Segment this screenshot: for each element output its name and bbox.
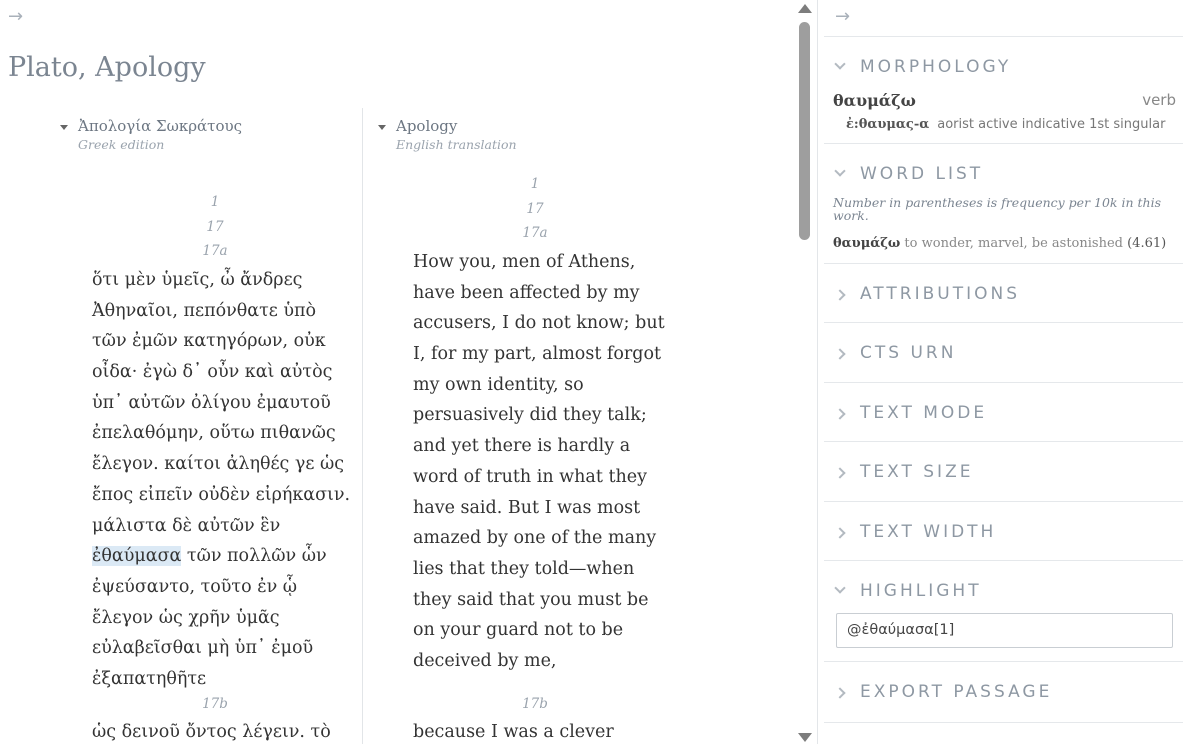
text-line: because I was a clever <box>413 722 614 742</box>
widget-text-width[interactable] <box>824 501 1183 561</box>
scroll-up-icon[interactable] <box>798 4 812 13</box>
text-line: ἔλεγον. καίτοι ἀληθές γε ὡς <box>92 454 345 475</box>
passage-ref[interactable]: 17a <box>522 225 548 241</box>
chevron-down-icon[interactable] <box>834 165 845 176</box>
main-scrollbar[interactable] <box>796 0 814 744</box>
passage-ref[interactable]: 17b <box>522 696 548 712</box>
text-line: μάλιστα δὲ αὐτῶν ἓν <box>92 515 281 536</box>
page-title: Plato, Apology <box>8 52 206 83</box>
version-title[interactable]: Ἀπολογία Σωκράτους <box>78 117 243 135</box>
highlight-input[interactable]: @ἐθαύμασα[1] <box>836 613 1173 648</box>
text-span: τῶν πολλῶν ὧν <box>181 546 327 567</box>
widget-header-cts-urn[interactable] <box>824 343 1183 367</box>
morph-parse-text: aorist active indicative 1st singular <box>937 117 1166 132</box>
widget-title[interactable]: TEXT SIZE <box>860 462 974 482</box>
text-line: ἐξαπατηθῆτε <box>92 668 207 689</box>
passage-ref[interactable]: 17 <box>526 201 544 217</box>
text-line: accusers, I do not know; but <box>413 313 665 334</box>
widget-title[interactable]: CTS URN <box>860 343 957 363</box>
sidebar <box>817 0 1183 744</box>
widget-text-mode[interactable] <box>824 382 1183 442</box>
version-subtitle: Greek edition <box>78 137 165 152</box>
arrow-right-icon[interactable]: → <box>8 6 24 27</box>
word-list-note: Number in parentheses is frequency per 10k in this work. <box>833 195 1161 223</box>
widget-title[interactable]: HIGHLIGHT <box>860 581 982 601</box>
passage-ref[interactable]: 1 <box>210 194 220 210</box>
chevron-right-icon[interactable] <box>834 408 845 419</box>
passage-ref[interactable]: 1 <box>530 176 540 192</box>
text-line: have been affected by my <box>413 282 640 303</box>
chevron-down-icon[interactable] <box>834 582 845 593</box>
text-line: ἔπος εἰπεῖν οὐδὲν εἰρήκασιν. <box>92 484 351 505</box>
caret-down-icon[interactable] <box>60 125 68 130</box>
widget-text-size[interactable] <box>824 441 1183 501</box>
widget-highlight <box>824 560 1183 662</box>
widget-title[interactable]: ATTRIBUTIONS <box>860 284 1020 304</box>
version-subtitle: English translation <box>396 137 517 152</box>
passage-ref[interactable]: 17b <box>202 696 228 712</box>
morph-stem: ἐ:θαυμας-α <box>846 117 930 132</box>
widget-morphology <box>824 36 1183 144</box>
text-line: persuasively did they talk; <box>413 405 647 426</box>
widget-title[interactable]: TEXT MODE <box>860 403 988 423</box>
version-title[interactable]: Apology <box>396 117 458 135</box>
widget-header-highlight[interactable] <box>824 581 1183 605</box>
morph-pos: verb <box>1142 91 1176 109</box>
widget-export-passage[interactable] <box>824 661 1183 723</box>
scroll-thumb[interactable] <box>799 22 810 240</box>
widget-header-morphology[interactable] <box>824 57 1183 81</box>
text-line: οἶδα· ἐγὼ δ᾽ οὖν καὶ αὐτὸς <box>92 362 333 383</box>
widget-word-list <box>824 143 1183 264</box>
text-line: εὐλαβεῖσθαι μὴ ὑπ᾽ ἐμοῦ <box>92 638 314 659</box>
widget-header-word-list[interactable] <box>824 164 1183 188</box>
widget-header-text-width[interactable] <box>824 522 1183 546</box>
english-text <box>413 247 665 677</box>
widget-title[interactable]: WORD LIST <box>860 164 984 184</box>
text-line: I, for my part, almost forgot <box>413 344 662 365</box>
text-line: ἐπελαθόμην, οὕτω πιθανῶς <box>92 423 336 444</box>
chevron-right-icon[interactable] <box>834 527 845 538</box>
arrow-right-icon[interactable]: → <box>835 6 851 27</box>
widget-header-text-mode[interactable] <box>824 403 1183 427</box>
highlighted-word[interactable]: ἐθαύμασα <box>92 546 182 567</box>
text-line: have said. But I was most <box>413 497 641 518</box>
text-line <box>92 541 350 572</box>
text-line: τῶν ἐμῶν κατηγόρων, οὐκ <box>92 331 326 352</box>
text-line: ὅτι μὲν ὑμεῖς, ὦ ἄνδρες <box>92 270 303 290</box>
text-line: ἔλεγον ὡς χρῆν ὑμᾶς <box>92 607 280 628</box>
text-line: Ἀθηναῖοι, πεπόνθατε ὑπὸ <box>92 300 317 321</box>
text-line: on your guard not to be <box>413 620 624 641</box>
english-text-next <box>413 717 614 744</box>
text-line: they said that you must be <box>413 589 649 610</box>
scroll-down-icon[interactable] <box>798 733 812 742</box>
widget-header-text-size[interactable] <box>824 462 1183 486</box>
text-line: lies that they told—when <box>413 558 635 579</box>
text-line: deceived by me, <box>413 650 557 671</box>
text-line: How you, men of Athens, <box>413 252 636 272</box>
word-list-frequency: (4.61) <box>1127 236 1167 251</box>
text-line: and yet there is hardly a <box>413 436 631 457</box>
text-line: ὡς δεινοῦ ὄντος λέγειν. τὸ <box>92 722 331 742</box>
column-divider <box>362 108 363 744</box>
morph-parse <box>846 117 1165 132</box>
passage-ref[interactable]: 17 <box>206 219 224 235</box>
chevron-down-icon[interactable] <box>834 58 845 69</box>
text-line: ὑπ᾽ αὐτῶν ὀλίγου ἐμαυτοῦ <box>92 392 331 413</box>
morph-lemma: θαυμάζω <box>833 91 916 110</box>
widget-title[interactable]: TEXT WIDTH <box>860 522 997 542</box>
chevron-right-icon[interactable] <box>834 289 845 300</box>
word-list-entry[interactable] <box>833 236 1166 251</box>
chevron-right-icon[interactable] <box>834 348 845 359</box>
widget-attributions[interactable] <box>824 263 1183 323</box>
text-line: amazed by one of the many <box>413 528 657 549</box>
greek-text <box>92 265 350 695</box>
widget-cts-urn[interactable] <box>824 322 1183 382</box>
widget-title[interactable]: MORPHOLOGY <box>860 57 1012 77</box>
word-list-lemma[interactable]: θαυμάζω <box>833 236 901 251</box>
greek-text-next <box>92 717 331 744</box>
word-list-gloss: to wonder, marvel, be astonished <box>900 236 1128 251</box>
text-line: word of truth in what they <box>413 466 648 487</box>
widget-title[interactable]: EXPORT PASSAGE <box>860 682 1053 702</box>
chevron-right-icon[interactable] <box>834 467 845 478</box>
widget-header-attributions[interactable] <box>824 284 1183 308</box>
caret-down-icon[interactable] <box>378 125 386 130</box>
passage-ref[interactable]: 17a <box>202 243 228 259</box>
chevron-right-icon[interactable] <box>834 687 845 698</box>
text-line: ἐψεύσαντο, τοῦτο ἐν ᾧ <box>92 576 298 597</box>
widget-header-export-passage[interactable] <box>824 682 1183 706</box>
text-line: my own identity, so <box>413 374 584 395</box>
